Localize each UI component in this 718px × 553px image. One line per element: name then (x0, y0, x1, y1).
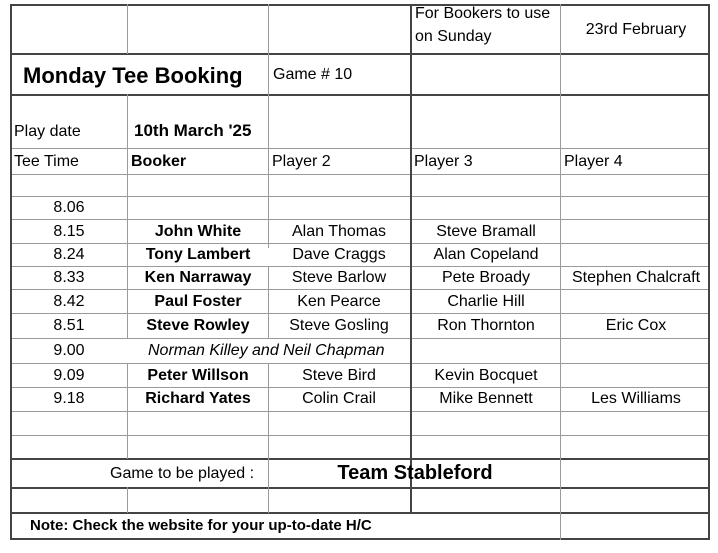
grid-line (10, 219, 710, 220)
player-3-name: Pete Broady (441, 269, 531, 286)
play-date-label: Play date (14, 123, 81, 140)
col-header-booker: Booker (131, 153, 187, 170)
grid-line (10, 435, 710, 436)
tee-time: 8.51 (53, 317, 85, 334)
page-title: Monday Tee Booking (23, 63, 243, 88)
booker-name: Tony Lambert (145, 246, 251, 263)
bookers-note: on Sunday (415, 28, 492, 45)
grid-line (10, 148, 710, 149)
player-2-name: Colin Crail (302, 390, 376, 407)
handicap-note: Note: Check the website for your up-to-date H/C (30, 517, 372, 534)
game-label: Game to be played : (110, 465, 255, 482)
grid-line (10, 338, 710, 339)
player-3-name: Charlie Hill (447, 293, 525, 310)
grid-line (10, 53, 710, 55)
tee-time: 8.42 (53, 293, 85, 310)
booker-name: Richard Yates (145, 390, 251, 407)
grid-line (268, 363, 269, 513)
player-2-name: Steve Barlow (291, 269, 387, 286)
grid-line (10, 4, 710, 6)
grid-line (10, 313, 710, 314)
tee-time: 8.06 (53, 199, 85, 216)
grid-line (560, 4, 561, 540)
player-4-name: Eric Cox (605, 317, 667, 334)
booker-name: Ken Narraway (144, 269, 252, 286)
grid-line (127, 487, 128, 513)
game-number: Game # 10 (273, 66, 353, 83)
col-header-tee-time: Tee Time (14, 153, 79, 170)
tee-time: 8.24 (53, 246, 85, 263)
bookers-note: For Bookers to use (415, 5, 551, 22)
player-4-name: Les Williams (591, 390, 681, 407)
player-2-name: Ken Pearce (297, 293, 381, 310)
play-date: 10th March '25 (134, 121, 252, 140)
grid-line (10, 289, 710, 290)
sunday-date: 23rd February (585, 21, 687, 38)
col-header-player-3: Player 3 (414, 153, 473, 170)
grid-line (10, 512, 710, 514)
player-3-name: Ron Thornton (437, 317, 535, 334)
player-2-name: Alan Thomas (292, 223, 386, 240)
grid-line (127, 363, 128, 459)
player-4-name: Stephen Chalcraft (571, 269, 701, 286)
booker-name: Peter Willson (147, 367, 249, 384)
grid-line (10, 487, 710, 489)
group-note: Norman Killey and Neil Chapman (148, 342, 385, 359)
tee-time: 9.18 (53, 390, 85, 407)
tee-time: 8.33 (53, 269, 85, 286)
col-header-player-4: Player 4 (564, 153, 623, 170)
grid-line (10, 538, 710, 540)
grid-line (268, 266, 269, 338)
grid-line (10, 266, 710, 267)
player-3-name: Alan Copeland (433, 246, 539, 263)
grid-line (127, 4, 128, 54)
grid-line (708, 4, 710, 540)
grid-line (10, 174, 710, 175)
tee-time: 9.00 (53, 342, 85, 359)
player-2-name: Steve Gosling (289, 317, 389, 334)
game-format: Team Stableford (337, 462, 493, 484)
player-2-name: Dave Craggs (292, 246, 386, 263)
player-2-name: Steve Bird (302, 367, 376, 384)
grid-line (10, 4, 12, 540)
player-3-name: Kevin Bocquet (434, 367, 538, 384)
grid-line (410, 4, 412, 512)
grid-line (10, 387, 710, 388)
grid-line (10, 458, 710, 460)
booker-name: Steve Rowley (146, 317, 250, 334)
grid-line (268, 4, 269, 248)
col-header-player-2: Player 2 (272, 153, 331, 170)
player-3-name: Steve Bramall (436, 223, 536, 240)
booker-name: Paul Foster (154, 293, 242, 310)
tee-time: 8.15 (53, 223, 85, 240)
tee-time: 9.09 (53, 367, 85, 384)
grid-line (10, 363, 710, 364)
player-3-name: Mike Bennett (439, 390, 533, 407)
grid-line (10, 243, 710, 244)
grid-line (127, 94, 128, 338)
grid-line (10, 196, 710, 197)
grid-line (10, 94, 710, 96)
grid-line (10, 411, 710, 412)
booker-name: John White (154, 223, 242, 240)
